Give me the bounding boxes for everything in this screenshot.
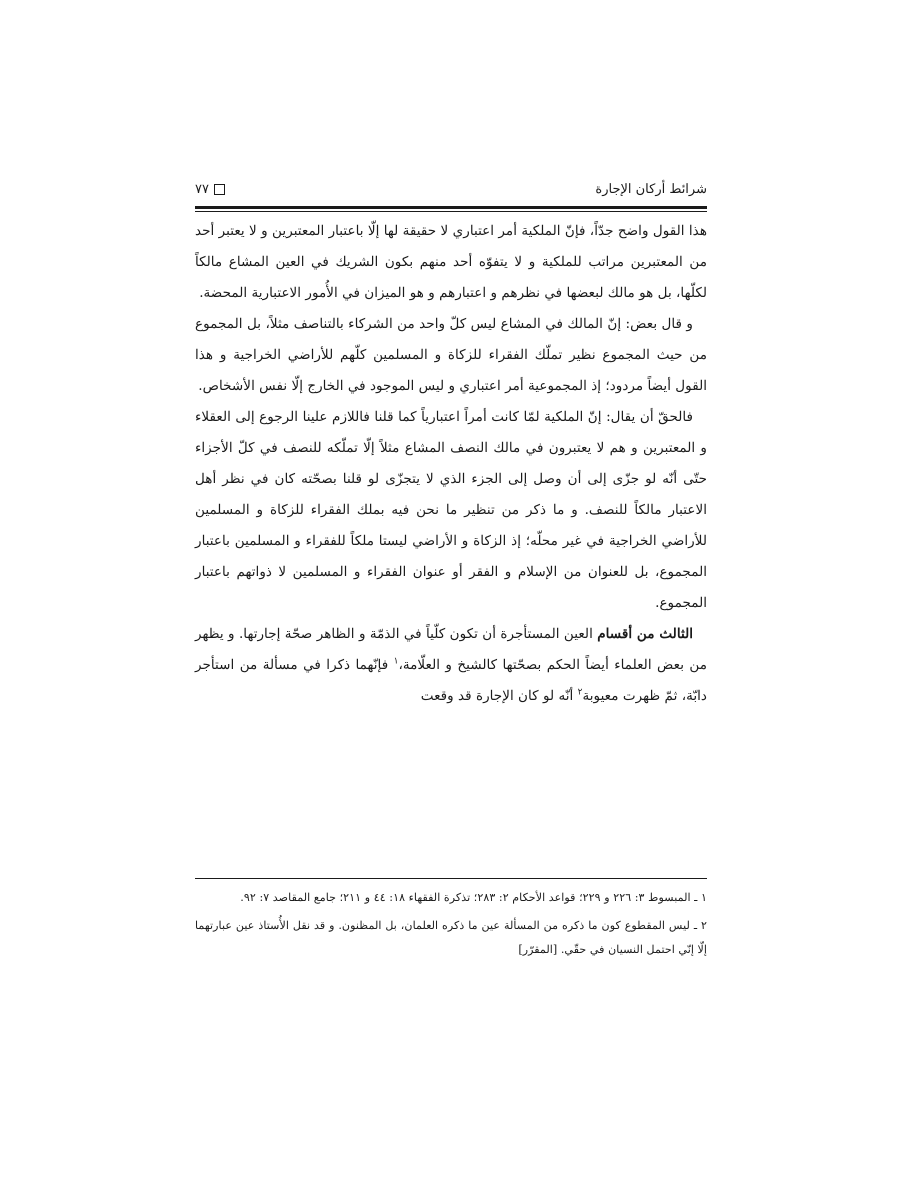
square-icon	[214, 184, 225, 195]
footnote-rule	[195, 878, 707, 879]
running-title: شرائط أركان الإجارة	[595, 182, 707, 197]
footnote-2: ٢ ـ ليس المقطوع كون ما ذكره من المسألة عين ما ذكره العلمان، بل المظنون. و قد نقل الأُستاذ عين عبارتهما إلّا إنّي احتمل النسيان في حقّي. [المقرّر]	[195, 919, 707, 956]
paragraph-3: فالحقّ أن يقال: إنّ الملكية لمّا كانت أمراً اعتبارياً كما قلنا فاللازم علينا الرجوع إلى العقلاء و المعتبرين و هم لا يعتبرون في مالك النصف المشاع مثلاً إلّا تملّكه للنصف في كلّ الأجزاء حتّى أنّه لو جزّى إلى أن وصل إلى الجزء الذي لا يتجزّى لو قلنا بصحّته كان في نظر أهل الاعتبار مالكاً للنصف. و ما ذكر من تنظير ما نحن فيه بملك الفقراء للزكاة و المسلمين للأراضي الخراجية في غير محلّه؛ إذ الزكاة و الأراضي ليستا ملكاً للفقراء و المسلمين باعتبار المجموع، بل للعنوان من الإسلام و الفقر أو عنوان الفقراء و المسلمين لا ذواتهم باعتبار المجموع.	[195, 409, 707, 611]
page-header	[195, 182, 707, 206]
book-page	[195, 170, 707, 970]
paragraph-4-part-a: العين المستأجرة أن تكون كلّياً في الذمّة و الظاهر صحّة إجارتها. و يظهر من بعض العلماء أيضاً الحكم بصحّتها كالشيخ و العلّامة،	[195, 626, 708, 673]
paragraph-2: و قال بعض: إنّ المالك في المشاع ليس كلّ واحد من الشركاء بالتناصف مثلاً، بل المجموع من حيث المجموع نظير تملّك الفقراء للزكاة و المسلمين كلّهم للأراضي الخراجية و هذا القول أيضاً مردود؛ إذ المجموعية أمر اعتباري و ليس الموجود في الخارج إلّا نفس الأشخاص.	[195, 316, 707, 394]
paragraph-4-part-b: فإنّهما ذكرا في مسألة من استأجر دابّة، ثمّ ظهرت معيوبة	[195, 657, 707, 704]
paragraph-1: هذا القول واضح جدّاً، فإنّ الملكية أمر اعتباري لا حقيقة لها إلّا باعتبار المعتبرين و لا يعتبر أحد من المعتبرين مراتب للملكية و لا يتفوّه أحد منهم بكون الشريك في العين المشاع مالكاً لكلّها، بل هو مالك لبعضها في نظرهم و اعتبارهم و هو الميزان في الأُمور الاعتبارية المحضة.	[195, 223, 707, 301]
section-lead: الثالث من أقسام	[597, 626, 693, 642]
page-number-text: ٧٧	[195, 182, 209, 197]
footnote-1: ١ ـ المبسوط ٣: ٢٢٦ و ٢٢٩؛ قواعد الأحكام ٢: ٢٨٣؛ تذكرة الفقهاء ١٨: ٤٤ و ٢١١؛ جامع المقاصد ٧: ٩٢.	[240, 891, 707, 904]
footnote-ref-2: ٢	[577, 687, 583, 698]
main-text	[195, 216, 707, 712]
header-rule-thick	[195, 206, 707, 209]
footnote-ref-1: ١	[393, 656, 399, 667]
paragraph-4-part-c: أنّه لو كان الإجارة قد وقعت	[420, 688, 578, 704]
page-number	[195, 182, 225, 197]
header-rule-thin	[195, 211, 707, 212]
paragraph-4	[195, 619, 707, 712]
footnotes	[195, 886, 707, 966]
